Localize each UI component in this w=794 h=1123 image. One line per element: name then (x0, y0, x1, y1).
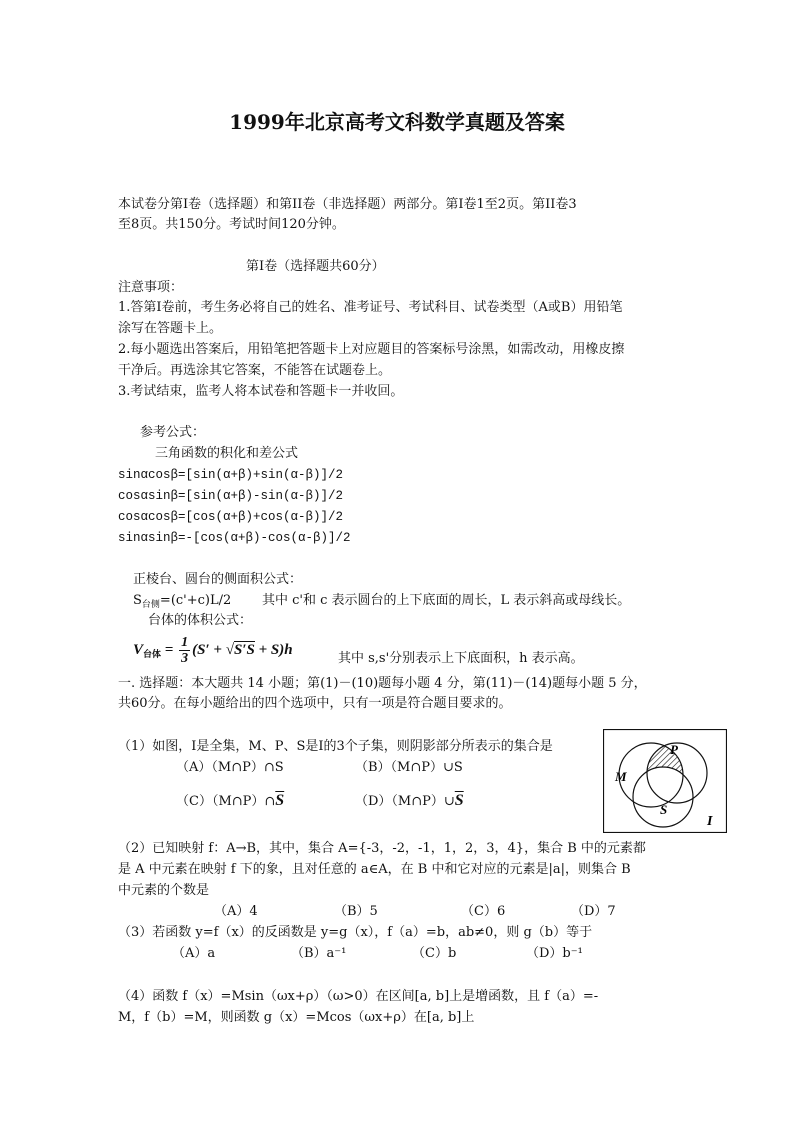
q2-line-1: （2）已知映射 f：A→B，其中，集合 A={-3，-2，-1，1，2，3，4}，集合 B 中的元素都 (118, 841, 646, 856)
q2-line-2: 是 A 中元素在映射 f 下的象，且对任意的 a∈A，在 B 中和它对应的元素是|a|，则集合 B (118, 862, 631, 877)
sqrt-sign: √ (225, 642, 234, 658)
frustum-s: S (133, 593, 142, 608)
page-title: 1999年北京高考文科数学真题及答案 (229, 110, 565, 134)
part1-line-2: 共60分。在每小题给出的四个选项中，只有一项是符合题目要求的。 (118, 696, 512, 711)
q2-option-c: （C）6 (461, 904, 506, 919)
frustum-subscript: 台侧 (141, 600, 160, 610)
part1-line-1: 一. 选择题：本大题共 14 小题；第(1)－(10)题每小题 4 分，第(11)－(14)题每小题 5 分， (118, 676, 647, 691)
notice-line-3: 2.每小题选出答案后，用铅笔把答题卡上对应题目的答案标号涂黑，如需改动，用橡皮擦 (118, 342, 625, 357)
q1-option-c-sbar: $\overline{S}$ (275, 792, 285, 809)
q3-option-a: （A）a (172, 946, 216, 961)
q2-option-a: （A）4 (214, 904, 258, 919)
volume-body-a: (S′ + (192, 642, 226, 658)
q1-option-a: （A）（M∩P）∩S (176, 760, 284, 775)
notice-line-2: 涂写在答题卡上。 (118, 321, 223, 336)
notice-line-4: 干净后。再选涂其它答案，不能答在试题卷上。 (118, 363, 392, 378)
intro-line-1: 本试卷分第Ⅰ卷（选择题）和第II卷（非选择题）两部分。第Ⅰ卷1至2页。第II卷3 (118, 197, 577, 212)
q2-option-b: （B）5 (334, 904, 378, 919)
trig-formula-1: sinαcosβ=[sin(α+β)+sin(α-β)]/2 (118, 468, 344, 482)
venn-label-m: M (615, 769, 627, 784)
venn-label-p: P (670, 742, 678, 757)
volume-fraction (179, 635, 190, 666)
venn-label-s: S (660, 802, 668, 817)
q1-stem: （1）如图，I是全集，M、P、S是I的3个子集，则阴影部分所表示的集合是 (118, 739, 553, 754)
venn-label-i: I (707, 814, 713, 829)
notice-line-5: 3.考试结束，监考人将本试卷和答题卡一并收回。 (118, 384, 404, 399)
trig-formula-4: sinαsinβ=-[cos(α+β)-cos(α-β)]/2 (118, 531, 351, 545)
q4-line-1: （4）函数 f（x）=Msin（ωx+ρ）（ω>0）在区间[a, b]上是增函数，且 f（a）=- (118, 989, 599, 1004)
notice-line-1: 1.答第Ⅰ卷前，考生务必将自己的姓名、准考证号、考试科目、试卷类型（A或B）用铅笔 (118, 300, 623, 315)
q1-option-d (355, 792, 464, 811)
frustum-eq: =(c'+c)L/2 (159, 593, 232, 608)
ref-formula-title: 参考公式： (140, 425, 206, 440)
intro-line-2: 至8页。共150分。考试时间120分钟。 (118, 217, 345, 232)
trig-formula-3: cosαcosβ=[cos(α+β)+cos(α-β)]/2 (118, 510, 344, 524)
q3-option-c: （C）b (412, 946, 457, 961)
q1-option-c (176, 792, 284, 811)
q1-option-d-text: （D）（M∩P）∪ (355, 794, 455, 809)
venn-diagram (603, 729, 727, 833)
q4-line-2: M，f（b）=M，则函数 g（x）=Mcos（ωx+ρ）在[a, b]上 (118, 1010, 475, 1025)
q1-option-d-sbar: $\overline{S}$ (454, 792, 464, 809)
trig-formula-2: cosαsinβ=[sin(α+β)-sin(α-β)]/2 (118, 489, 344, 503)
q2-option-d: （D）7 (571, 904, 616, 919)
volume-eq: = (161, 642, 178, 658)
volume-title: 台体的体积公式： (148, 613, 253, 628)
q3-option-d: （D）b⁻¹ (526, 946, 583, 961)
trig-title: 三角函数的积化和差公式 (155, 446, 299, 461)
frustum-formula (133, 592, 231, 611)
volume-denominator: 3 (181, 651, 189, 666)
q3-stem: （3）若函数 y=f（x）的反函数是 y=g（x），f（a）=b，ab≠0，则 g（b）等于 (118, 925, 593, 940)
volume-sqrt: S′S (233, 642, 255, 658)
volume-numerator: 1 (181, 635, 189, 650)
notice-title: 注意事项： (118, 280, 184, 295)
frustum-note: 其中 c'和 c 表示圆台的上下底面的周长，L 表示斜高或母线长。 (262, 593, 631, 608)
volume-subscript: 台体 (143, 650, 162, 660)
volume-body-b: + S)h (254, 642, 293, 658)
frustum-title: 正棱台、圆台的侧面积公式： (133, 572, 303, 587)
volume-v: V (133, 642, 144, 658)
volume-note: 其中 s,s'分别表示上下底面积，h 表示高。 (338, 651, 584, 666)
volume-formula (133, 633, 293, 667)
q1-option-c-text: （C）（M∩P）∩ (176, 794, 276, 809)
q3-option-b: （B）a⁻¹ (291, 946, 347, 961)
section1-title: 第Ⅰ卷（选择题共60分） (246, 259, 385, 274)
q2-line-3: 中元素的个数是 (118, 883, 210, 898)
q1-option-b: （B）（M∩P）∪S (355, 760, 463, 775)
